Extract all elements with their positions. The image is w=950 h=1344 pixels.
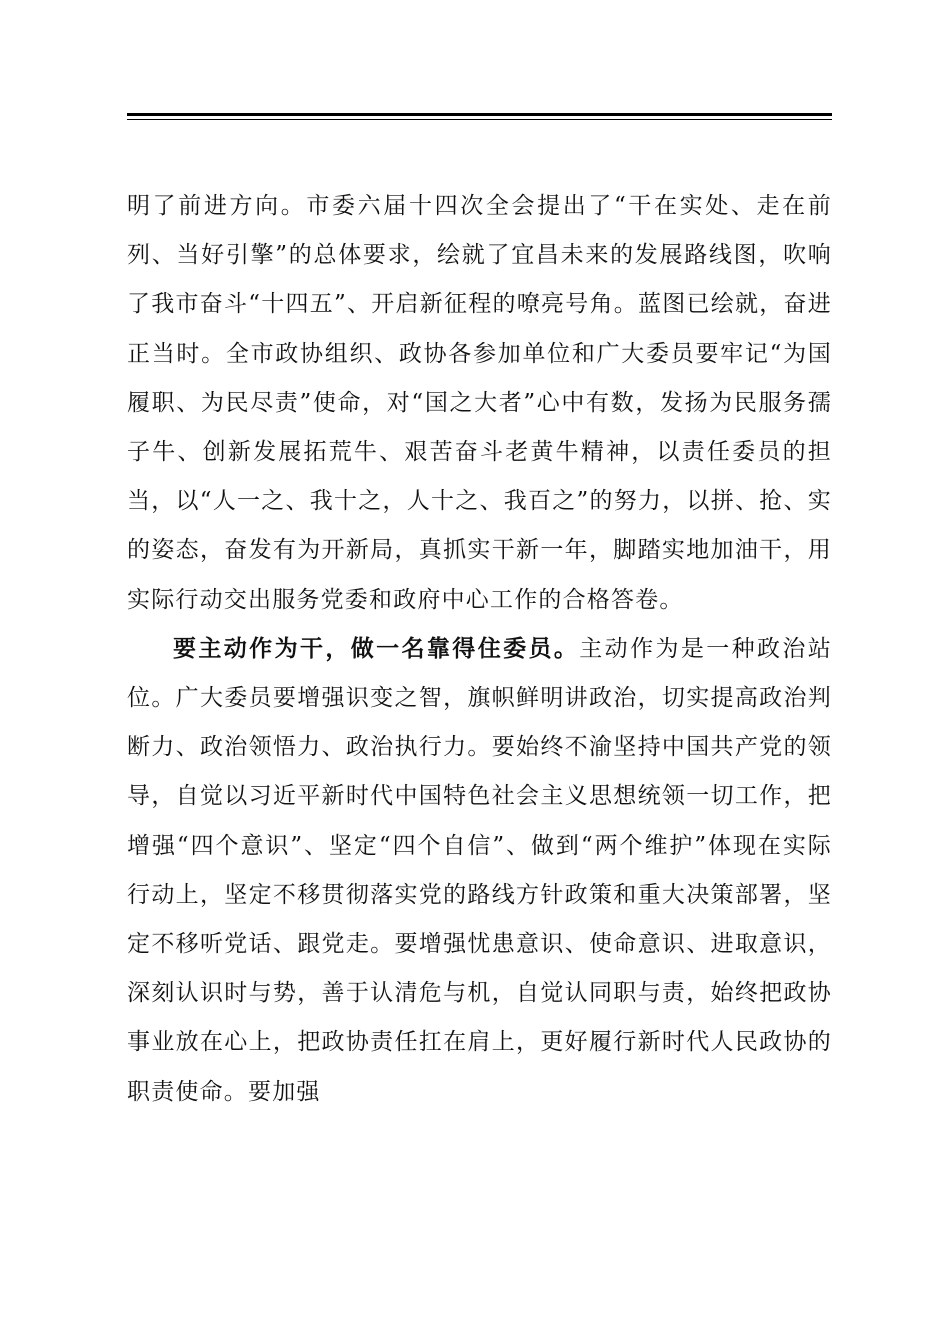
document-body (127, 182, 832, 1117)
header-rule-thin (127, 119, 832, 120)
paragraph-lead-heading: 要主动作为干，做一名靠得住委员。 (173, 635, 580, 662)
paragraph-proactive-action (127, 625, 832, 1117)
header-rule-thick (127, 113, 832, 116)
paragraph-continued (127, 182, 832, 625)
paragraph-text: 主动作为是一种政治站位。广大委员要增强识变之智，旗帜鲜明讲政治，切实提高政治判断力、政治领悟力、政治执行力。要始终不渝坚持中国共产党的领导，自觉以习近平新时代中国特色社会主义思想统领一切工作，把增强“四个意识”、坚定“四个自信”、做到“两个维护”体现在实际行动上，坚定不移贯彻落实党的路线方针政策和重大决策部署，坚定不移听党话、跟党走。要增强忧患意识、使命意识、进取意识，深刻认识时与势，善于认清危与机，自觉认同职与责，始终把政协事业放在心上，把政协责任扛在肩上，更好履行新时代人民政协的职责使命。要加强 (127, 635, 833, 1105)
paragraph-text: 明了前进方向。市委六届十四次全会提出了“干在实处、走在前列、当好引擎”的总体要求，绘就了宜昌未来的发展路线图，吹响了我市奋斗“十四五”、开启新征程的嘹亮号角。蓝图已绘就，奋进正当时。全市政协组织、政协各参加单位和广大委员要牢记“为国履职、为民尽责”使命，对“国之大者”心中有数，发扬为民服务孺子牛、创新发展拓荒牛、艰苦奋斗老黄牛精神，以责任委员的担当，以“人一之、我十之，人十之、我百之”的努力，以拼、抢、实的姿态，奋发有为开新局，真抓实干新一年，脚踏实地加油干，用实际行动交出服务党委和政府中心工作的合格答卷。 (127, 193, 832, 613)
